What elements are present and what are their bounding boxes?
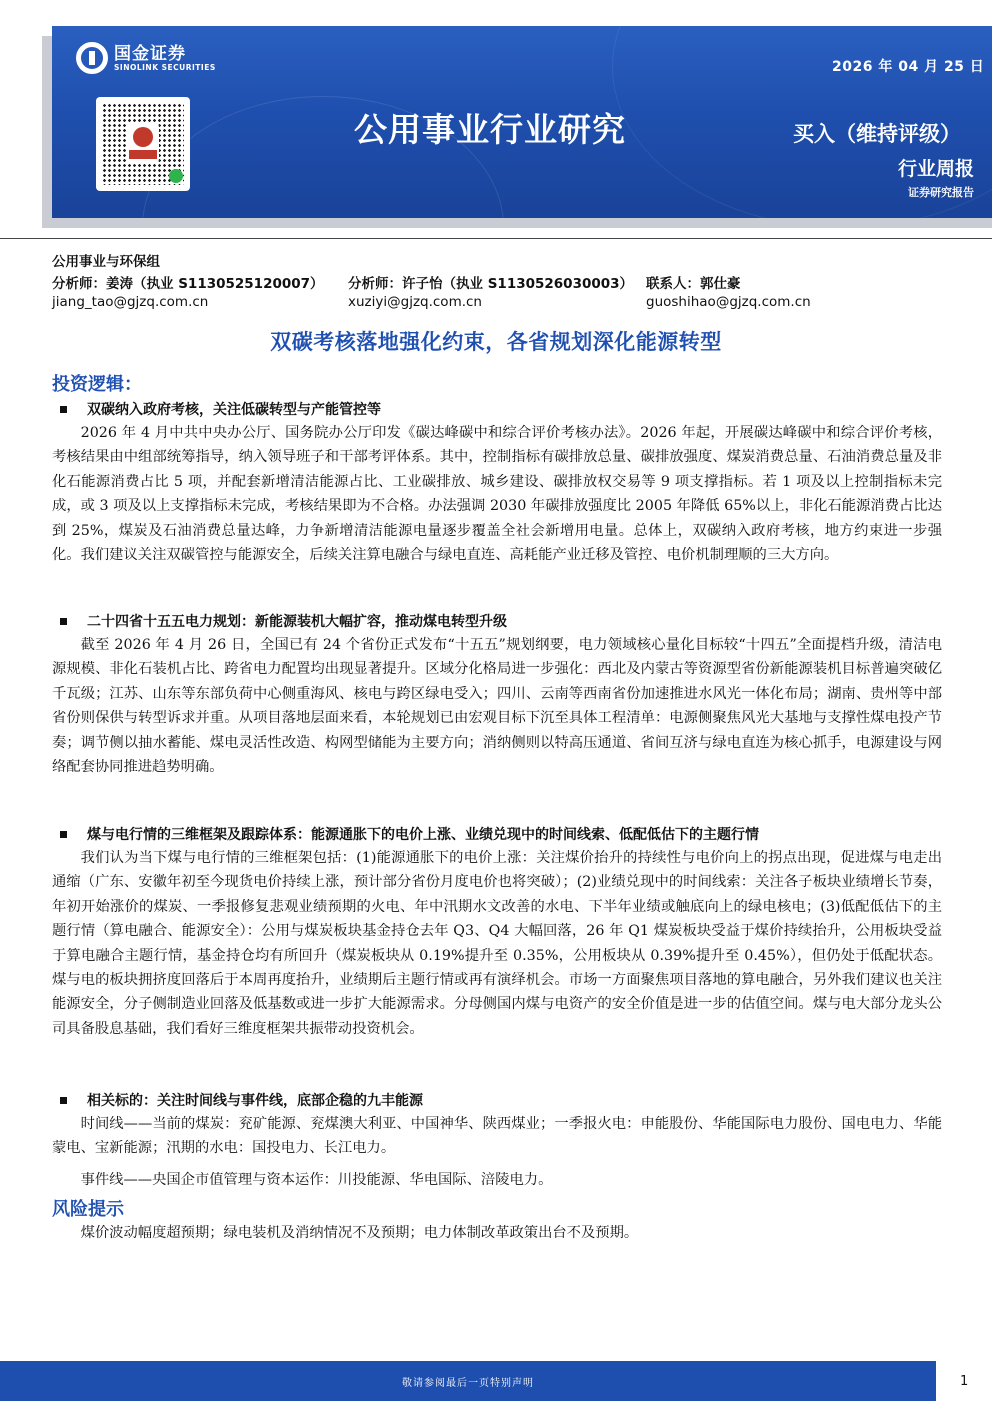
- qr-logo-circle: [133, 127, 153, 147]
- wechat-icon: [169, 169, 183, 183]
- analyst-2-name: 分析师：许子怡（执业 S1130526030003）: [348, 276, 634, 292]
- bullet-3-title: 煤与电行情的三维框架及跟踪体系：能源通胀下的电价上涨、业绩兑现中的时间线索、低配低估下的主题行情: [87, 827, 759, 843]
- square-bullet-icon: [60, 831, 67, 838]
- header-divider: [0, 238, 992, 239]
- report-subtype: 证券研究报告: [908, 186, 974, 199]
- qr-center-logo: [127, 123, 159, 163]
- risk-text: 煤价波动幅度超预期；绿电装机及消纳情况不及预期；电力体制改革政策出台不及预期。: [80, 1225, 639, 1241]
- analyst-1-name: 分析师：姜涛（执业 S1130525120007）: [52, 276, 324, 292]
- qr-logo-banner: [129, 150, 157, 159]
- qr-code-icon: [96, 97, 190, 191]
- bullet-3-text: 我们认为当下煤与电行情的三维框架包括：(1)能源通胀下的电价上涨：关注煤价抬升的持续性与电价向上的拐点出现，促进煤与电走出通缩（广东、安徽年初至今现货电价持续上涨，预计部分省份月度电价也将突破）；(2)业绩兑现中的时间线索：关注各子板块业绩增长节奏，年初开始涨价的煤炭、一季报修复悲观业绩预期的火电、年中汛期水文改善的水电、下半年业绩或触底向上的绿电核电；(3)低配低估下的主题行情（算电融合、能源安全）：公用与煤炭板块基金持仓去年 Q3、Q4 大幅回落，26 年 Q1 煤炭板块受益于煤价持续抬升，公用板块受益于算电融合主题行情，基金持仓均有所回升（煤炭板块从 0.19%提升至 0.35%，公用板块从 0.39%提升至 0.45%），但仍处于低配状态。煤与电的板块拥挤度回落后于本周再度抬升，业绩期后主题行情或再有演绎机会。市场一方面聚焦项目落地的算电融合，另外我们建议也关注能源安全，分子侧制造业回落及低基数或进一步扩大能源需求。分母侧国内煤与电资产的安全价值是进一步的估值空间。煤与电大部分龙头公司具备股息基础，我们看好三维度框架共振带动投资机会。: [52, 850, 942, 1037]
- report-title: 公用事业行业研究: [354, 110, 626, 149]
- bullet-4-heading: [56, 1090, 946, 1110]
- report-type: 行业周报: [898, 158, 975, 180]
- analyst-1-email[interactable]: jiang_tao@gjzq.com.cn: [52, 294, 209, 310]
- bullet-3-heading: [56, 824, 946, 844]
- brand-name-en: SINOLINK SECURITIES: [114, 62, 216, 72]
- bullet-2-text: 截至 2026 年 4 月 26 日，全国已有 24 个省份正式发布“十五五”规划纲要，电力领域核心量化目标较“十四五”全面提档升级，清洁电源规模、非化石装机占比、跨省电力配置均出现显著提升。区域分化格局进一步强化：西北及内蒙古等资源型省份新能源装机目标普遍突破亿千瓦级；江苏、山东等东部负荷中心侧重海风、核电与跨区绿电受入；四川、云南等西南省份加速推进水风光一体化布局；湖南、贵州等中部省份则保供与转型诉求并重。从项目落地层面来看，本轮规划已由宏观目标下沉至具体工程清单：电源侧聚焦风光大基地与支撑性煤电投产节奏；调节侧以抽水蓄能、煤电灵活性改造、构网型储能为主要方向；消纳侧则以特高压通道、省间互济与绿电直连为核心抓手，电源建设与网络配套协同推进趋势明确。: [52, 637, 942, 776]
- bullet-4-title: 相关标的：关注时间线与事件线，底部企稳的九丰能源: [87, 1093, 423, 1109]
- sinolink-logo-icon: [76, 42, 108, 74]
- rating-label: 买入（维持评级）: [793, 122, 961, 146]
- bullet-4-text-2: 事件线——央国企市值管理与资本运作：川投能源、华电国际、涪陵电力。: [80, 1172, 553, 1188]
- bullet-2-title: 二十四省十五五电力规划：新能源装机大幅扩容，推动煤电转型升级: [87, 614, 507, 630]
- brand-logo: [76, 42, 216, 74]
- contact-email[interactable]: guoshihao@gjzq.com.cn: [646, 294, 811, 310]
- square-bullet-icon: [60, 406, 67, 413]
- investment-heading: 投资逻辑：: [52, 374, 142, 395]
- risk-heading: 风险提示: [52, 1199, 124, 1220]
- contact-name: 联系人：郭仕豪: [646, 276, 741, 292]
- disclaimer-note[interactable]: 敬请参阅最后一页特别声明: [402, 1378, 534, 1389]
- analyst-group: 公用事业与环保组: [52, 254, 160, 270]
- bullet-1-text: 2026 年 4 月中共中央办公厅、国务院办公厅印发《碳达峰碳中和综合评价考核办法》。2026 年起，开展碳达峰碳中和综合评价考核，考核结果由中组部统筹指导，纳入领导班子和干部考评体系。其中，控制指标有碳排放总量、碳排放强度、煤炭消费总量、石油消费总量及非化石能源消费占比 5 项，并配套新增清洁能源占比、工业碳排放、城乡建设、碳排放权交易等 9 项支撑指标。若 1 项及以上控制指标未完成，或 3 项及以上支撑指标未完成，考核结果即为不合格。办法强调 2030 年碳排放强度比 2005 年降低 65%以上，非化石能源消费占比达到 25%，煤炭及石油消费总量达峰，力争新增清洁能源电量逐步覆盖全社会新增用电量。总体上，双碳纳入政府考核，地方约束进一步强化。我们建议关注双碳管控与能源安全，后续关注算电融合与绿电直连、高耗能产业迁移及管控、电价机制理顺的三大方向。: [52, 425, 942, 564]
- main-title: 双碳考核落地强化约束，各省规划深化能源转型: [270, 330, 722, 354]
- brand-name-cn: 国金证券: [114, 43, 186, 64]
- square-bullet-icon: [60, 618, 67, 625]
- bullet-2-heading: [56, 611, 946, 631]
- brand-text: [114, 45, 216, 72]
- analyst-2-email[interactable]: xuziyi@gjzq.com.cn: [348, 294, 482, 310]
- bullet-4-text-1: 时间线——当前的煤炭：兖矿能源、兖煤澳大利亚、中国神华、陕西煤业；一季报火电：申能股份、华能国际电力股份、国电电力、华能蒙电、宝新能源；汛期的水电：国投电力、长江电力。: [52, 1116, 942, 1157]
- bullet-1-title: 双碳纳入政府考核，关注低碳转型与产能管控等: [87, 402, 381, 418]
- bullet-1-heading: [56, 399, 946, 419]
- report-date: 2026 年 04 月 25 日: [832, 59, 985, 75]
- square-bullet-icon: [60, 1097, 67, 1104]
- page-number: 1: [960, 1374, 969, 1389]
